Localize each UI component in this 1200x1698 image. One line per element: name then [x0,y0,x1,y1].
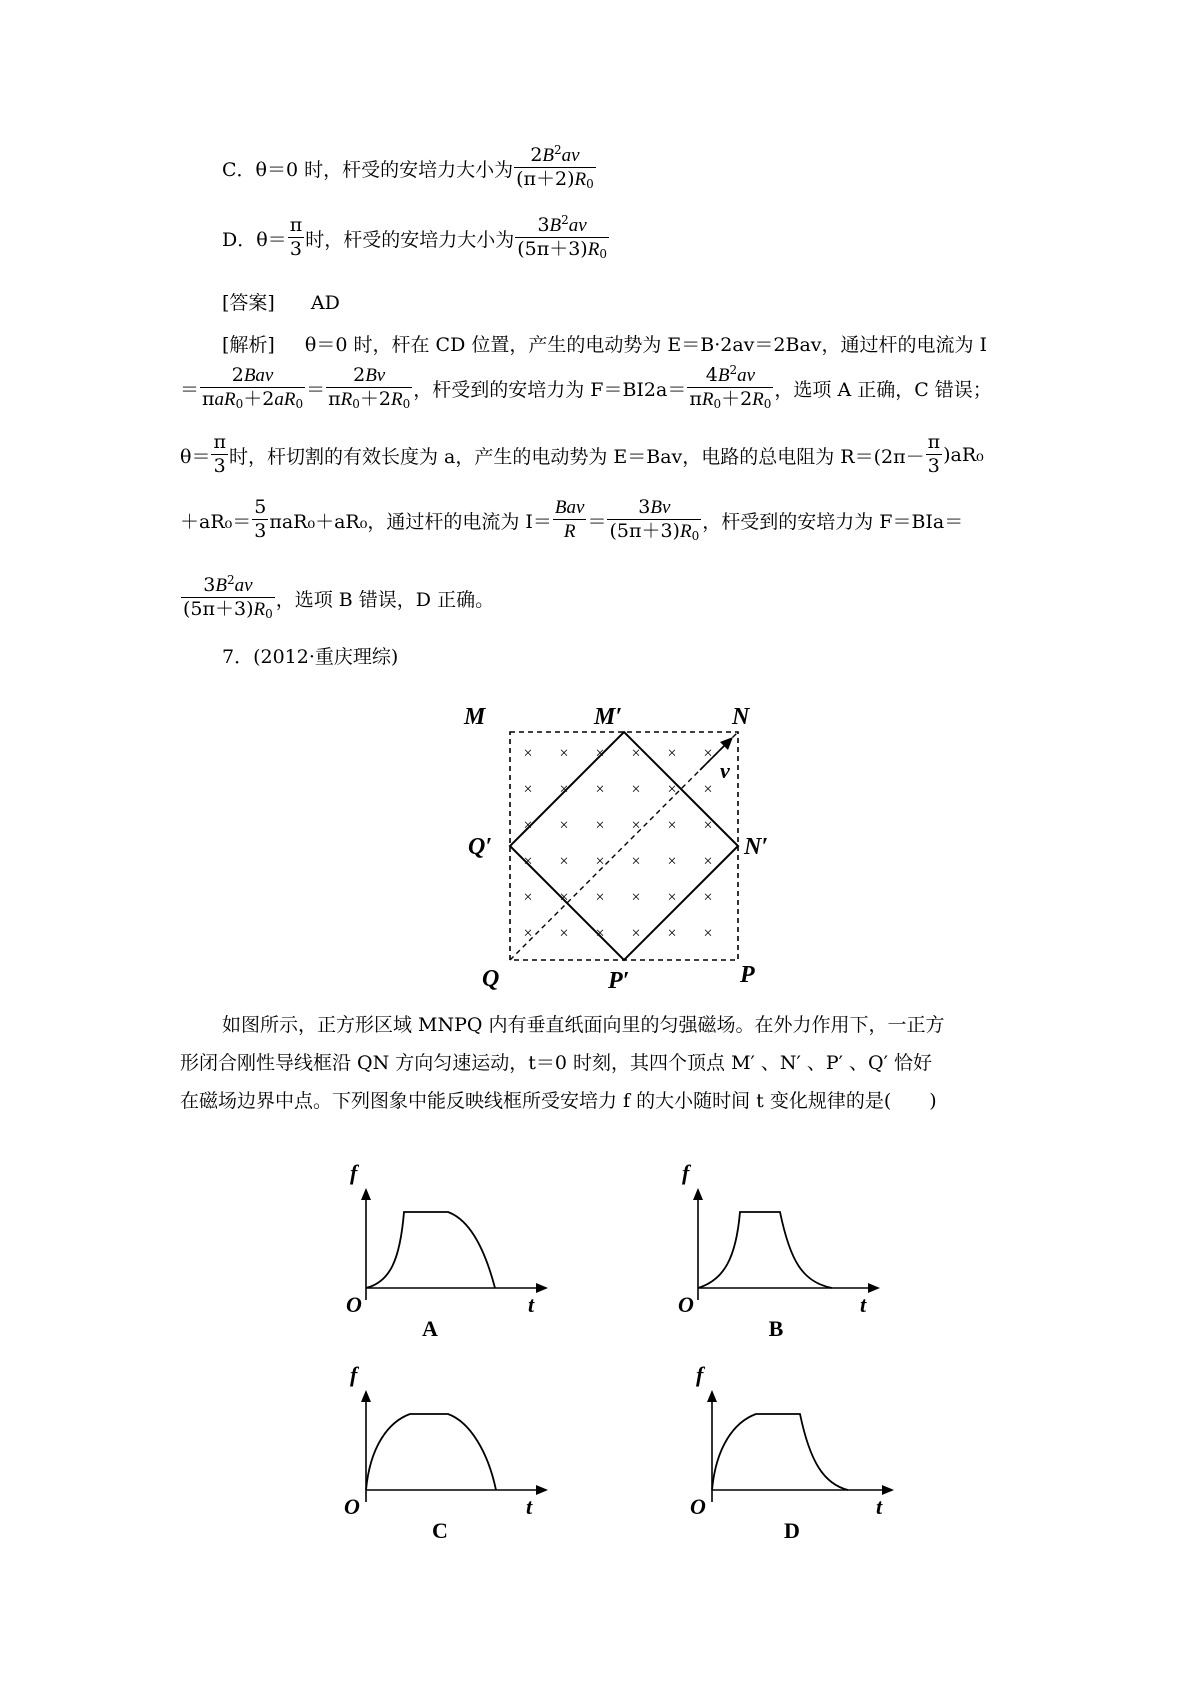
label-P-prime: P′ [608,968,630,994]
option-d-text2: 时，杆受的安培力大小为 [305,228,515,251]
field-cross: × [595,817,605,834]
field-cross: × [703,781,713,798]
option-c-label: C． [222,158,256,181]
option-d-text: θ＝ [256,228,287,251]
analysis-line4-d: ，杆受到的安培力为 F＝BIa＝ [702,510,964,533]
field-cross: × [559,853,569,870]
field-cross: × [559,781,569,798]
field-cross: × [559,817,569,834]
analysis-line4-a: ＋aR₀＝ [180,510,252,533]
pi-over-3-c: $\frac{\pi}{3}$ [927,431,941,477]
field-cross: × [703,745,713,762]
option-c [222,143,597,191]
x-axis-arrow [536,1283,548,1293]
curve [366,1212,495,1288]
curve [366,1414,496,1490]
option-c-fraction: $\frac{2B^2av}{(\pi+2)R_0}$ [516,143,594,191]
field-cross: × [667,889,677,906]
answer-value: AD [310,292,340,314]
y-axis-arrow [361,1188,371,1200]
x-label: t [876,1494,883,1519]
current-fraction-3: $\frac{3Bv}{(5\pi+3)R_0}$ [609,496,700,543]
pi-over-3-b: $\frac{\pi}{3}$ [213,431,226,477]
question-text-line-1: 如图所示，正方形区域 MNPQ 内有垂直纸面向里的匀强磁场。在外力作用下，一正方 [222,1014,945,1036]
graph-d [676,1352,906,1542]
x-label: t [528,1292,535,1317]
option-c-text: θ＝0 时，杆受的安培力大小为 [255,158,514,181]
current-fraction-2: $\frac{2Bv}{\pi R_0+2R_0}$ [328,364,411,411]
label-P: P [740,962,755,988]
question-text-line-2: 形闭合刚性导线框沿 QN 方向匀速运动，t＝0 时刻，其四个顶点 M′ 、N′ 、P′ 、Q′ 恰好 [180,1052,932,1074]
field-cross: × [595,781,605,798]
graph-letter: C [432,1518,448,1543]
field-cross: × [631,853,641,870]
field-cross: × [631,745,641,762]
pi-over-3-fraction: $\frac{\pi}{3}$ [289,214,303,260]
graph-c [330,1352,560,1542]
origin-label: O [346,1292,362,1317]
field-cross: × [703,925,713,942]
field-cross: × [667,853,677,870]
label-M: M [464,704,486,730]
label-N-prime: N′ [744,834,769,860]
field-cross: × [523,781,533,798]
analysis-line-2: ＝ $\frac{\text{2Bav}}{\pi aR_0+2aR_0}$ ＝ $\frac{2Bv}{\pi R_0+2R_0}$ ，杆受到的安培力为 F＝BI2a＝ $\frac{4B^2av}{\pi R_0+2R_0}$ ，选项 A 正确，C 错误； [180,363,992,411]
field-cross: × [595,853,605,870]
x-axis-arrow [536,1485,548,1495]
label-M-prime: M′ [594,704,623,730]
field-cross: × [667,781,677,798]
analysis-line2-end: ，选项 A 正确，C 错误； [774,378,992,401]
current-fraction-1: $\frac{\text{2Bav}}{\pi aR_0+2aR_0}$ [202,364,304,411]
graph-letter: B [768,1316,784,1341]
origin-label: O [344,1494,360,1519]
field-cross: × [631,817,641,834]
field-cross: × [703,817,713,834]
field-cross: × [559,925,569,942]
x-axis-arrow [868,1283,880,1293]
label-N: N [732,704,750,730]
label-v: v [720,758,730,783]
bav-over-r: $\frac{\text{Bav}}{R}$ [554,497,585,542]
analysis-label: [解析] [222,334,275,356]
field-cross: × [667,925,677,942]
field-cross: × [703,889,713,906]
graph-a [330,1150,560,1340]
field-cross: × [523,745,533,762]
curve [698,1212,832,1288]
analysis-line3-c: )aR₀ [943,444,984,466]
field-cross: × [595,925,605,942]
force-fraction-1: $\frac{4B^2av}{\pi R_0+2R_0}$ [689,363,772,411]
graph-letter: A [422,1316,438,1341]
field-cross: × [667,745,677,762]
analysis-line-4 [180,496,964,543]
five-thirds: $\frac{5}{3}$ [254,496,267,542]
analysis-line2-mid: ，杆受到的安培力为 F＝BI2a＝ [413,378,687,401]
analysis-line4-b: πaR₀＋aR₀，通过杆的电流为 I＝ [269,510,552,533]
field-cross: × [595,745,605,762]
field-cross: × [631,781,641,798]
field-cross: × [559,889,569,906]
graph-letter: D [784,1518,800,1543]
field-cross: × [559,745,569,762]
x-axis-arrow [882,1485,894,1495]
option-d-label: D． [222,228,257,251]
label-Q-prime: Q′ [468,834,493,860]
origin-label: O [690,1494,706,1519]
label-Q: Q [482,966,500,992]
y-axis-arrow [707,1390,717,1402]
analysis-line-1 [222,330,987,357]
field-cross: × [703,853,713,870]
field-cross: × [523,925,533,942]
y-axis-arrow [361,1390,371,1402]
analysis-line1-text: θ＝0 时，杆在 CD 位置，产生的电动势为 E＝B·2av＝2Bav，通过杆的电流为 I [304,334,988,356]
analysis-line3-b: 时，杆切割的有效长度为 a，产生的电动势为 E＝Bav，电路的总电阻为 R＝(2π－ [228,445,925,468]
analysis-line3-a: θ＝ [180,445,211,468]
y-axis-arrow [693,1188,703,1200]
field-cross: × [523,889,533,906]
question-text-line-3: 在磁场边界中点。下列图象中能反映线框所受安培力 f 的大小随时间 t 变化规律的是( ) [180,1090,937,1112]
magnetic-field-figure [464,700,770,994]
analysis-line-5 [180,573,495,621]
y-label: f [350,1160,358,1185]
answer-line [222,288,340,315]
analysis-line5-end: ，选项 B 错误，D 正确。 [275,588,495,611]
x-label: t [860,1292,867,1317]
analysis-line4-c: ＝ [587,510,607,533]
field-cross: × [631,925,641,942]
curve [712,1414,848,1490]
force-fraction-2: $\frac{3B^2av}{(5\pi+3)R_0}$ [183,573,273,621]
graph-b [662,1150,892,1340]
analysis-line-3 [180,431,984,477]
field-cross: × [595,889,605,906]
option-d-fraction: $\frac{3B^2av}{(5\pi+3)R_0}$ [517,213,607,261]
field-cross: × [523,853,533,870]
y-label: f [682,1160,690,1185]
field-cross: × [523,817,533,834]
field-cross: × [667,817,677,834]
field-cross: × [631,889,641,906]
answer-label: [答案] [222,292,275,314]
y-label: f [350,1362,358,1387]
y-label: f [696,1362,704,1387]
field-crosses [523,745,712,942]
question-number: 7．(2012·重庆理综) [222,646,399,668]
origin-label: O [678,1292,694,1317]
x-label: t [526,1494,533,1519]
option-d [222,213,610,261]
